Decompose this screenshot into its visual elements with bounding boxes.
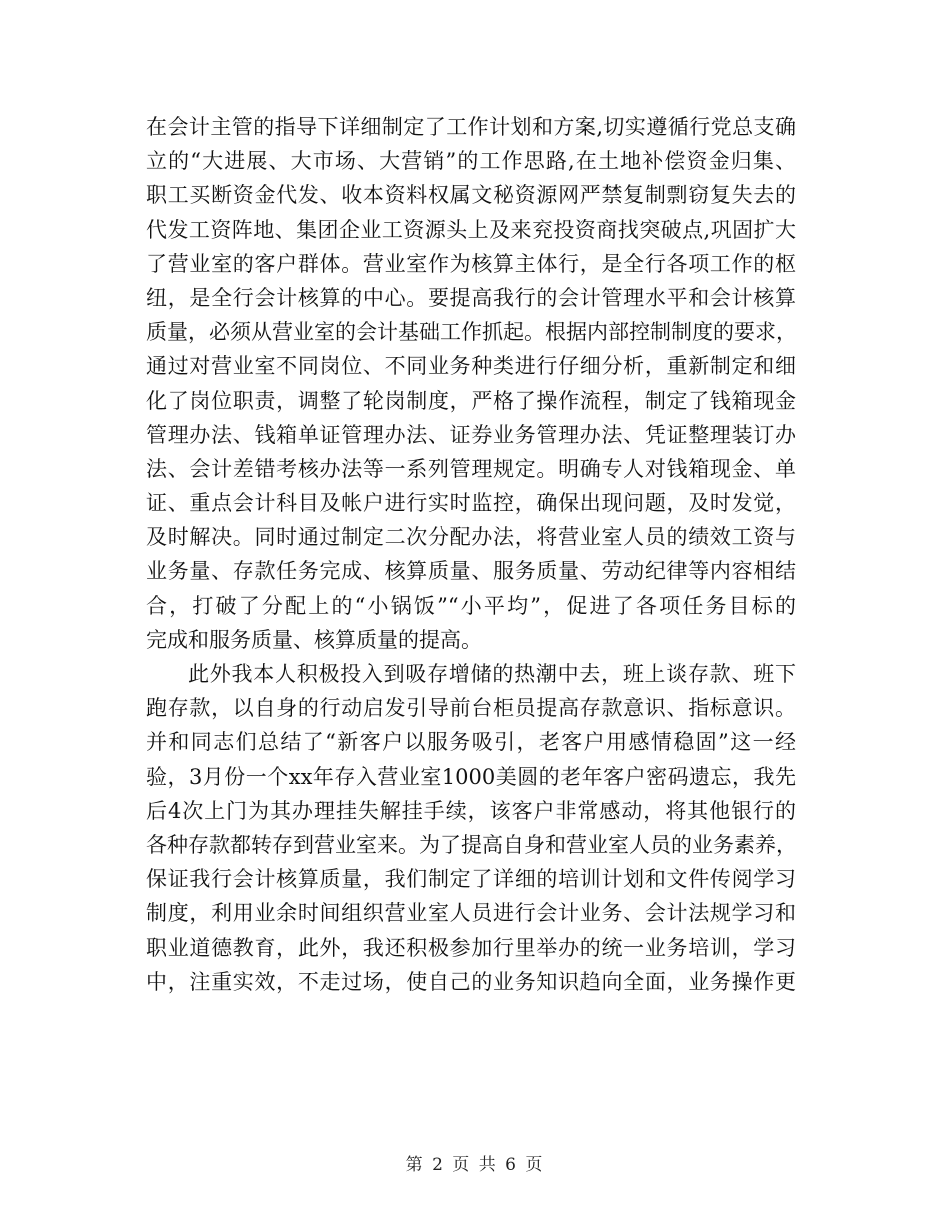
- text-line: 证、重点会计科目及帐户进行实时监控，确保出现问题，及时发觉，: [146, 491, 796, 516]
- text-line: 职工买断资金代发、收本资料权属文秘资源网严禁复制剽窃复失去的: [146, 183, 796, 208]
- text-line: 此外我本人积极投入到吸存增储的热潮中去，班上谈存款、班下: [188, 662, 796, 686]
- text-line: 代发工资阵地、集团企业工资源头上及来兖投资商找突破点,巩固扩大: [146, 217, 796, 242]
- text-line: 职业道德教育，此外，我还积极参加行里举办的统一业务培训，学习: [146, 935, 796, 960]
- page-number: 第 2 页 共 6 页: [405, 1155, 545, 1175]
- text-line: 及时解决。同时通过制定二次分配办法，将营业室人员的绩效工资与: [146, 525, 796, 550]
- text-line: 跑存款，以自身的行动启发引导前台柜员提高存款意识、指标意识。: [146, 696, 796, 721]
- text-line: 并和同志们总结了“新客户以服务吸引，老客户用感情稳固”这一经: [146, 730, 796, 755]
- text-line: 后4次上门为其办理挂失解挂手续，该客户非常感动，将其他银行的: [146, 798, 796, 823]
- text-line: 质量，必须从营业室的会计基础工作抓起。根据内部控制制度的要求，: [146, 320, 797, 345]
- text-line: 通过对营业室不同岗位、不同业务种类进行仔细分析，重新制定和细: [146, 354, 796, 379]
- text-line: 完成和服务质量、核算质量的提高。: [146, 627, 482, 652]
- text-line: 制度，利用业余时间组织营业室人员进行会计业务、会计法规学习和: [146, 901, 796, 926]
- text-line: 了营业室的客户群体。营业室作为核算主体行，是全行各项工作的枢: [146, 251, 796, 276]
- text-line: 合，打破了分配上的“小锅饭”“小平均”，促进了各项任务目标的: [146, 593, 796, 618]
- text-line: 化了岗位职责，调整了轮岗制度，严格了操作流程，制定了钱箱现金: [146, 388, 796, 413]
- text-line: 验，3月份一个xx年存入营业室1000美圆的老年客户密码遗忘，我先: [146, 764, 796, 789]
- text-line: 纽，是全行会计核算的中心。要提高我行的会计管理水平和会计核算: [146, 285, 796, 310]
- text-line: 法、会计差错考核办法等一系列管理规定。明确专人对钱箱现金、单: [146, 456, 796, 481]
- text-line: 立的“大进展、大市场、大营销”的工作思路,在土地补偿资金归集、: [146, 149, 796, 174]
- text-line: 保证我行会计核算质量，我们制定了详细的培训计划和文件传阅学习: [146, 867, 796, 892]
- text-line: 在会计主管的指导下详细制定了工作计划和方案,切实遵循行党总支确: [146, 115, 796, 139]
- text-line: 业务量、存款任务完成、核算质量、服务质量、劳动纪律等内容相结: [146, 559, 796, 584]
- text-line: 管理办法、钱箱单证管理办法、证券业务管理办法、凭证整理装订办: [146, 422, 796, 447]
- paragraph: [146, 657, 796, 999]
- text-line: 各种存款都转存到营业室来。为了提高自身和营业室人员的业务素养，: [146, 832, 797, 857]
- text-line: 中，注重实效，不走过场，使自己的业务知识趋向全面，业务操作更: [146, 969, 796, 994]
- paragraph: [146, 110, 796, 657]
- document-body: [146, 110, 796, 999]
